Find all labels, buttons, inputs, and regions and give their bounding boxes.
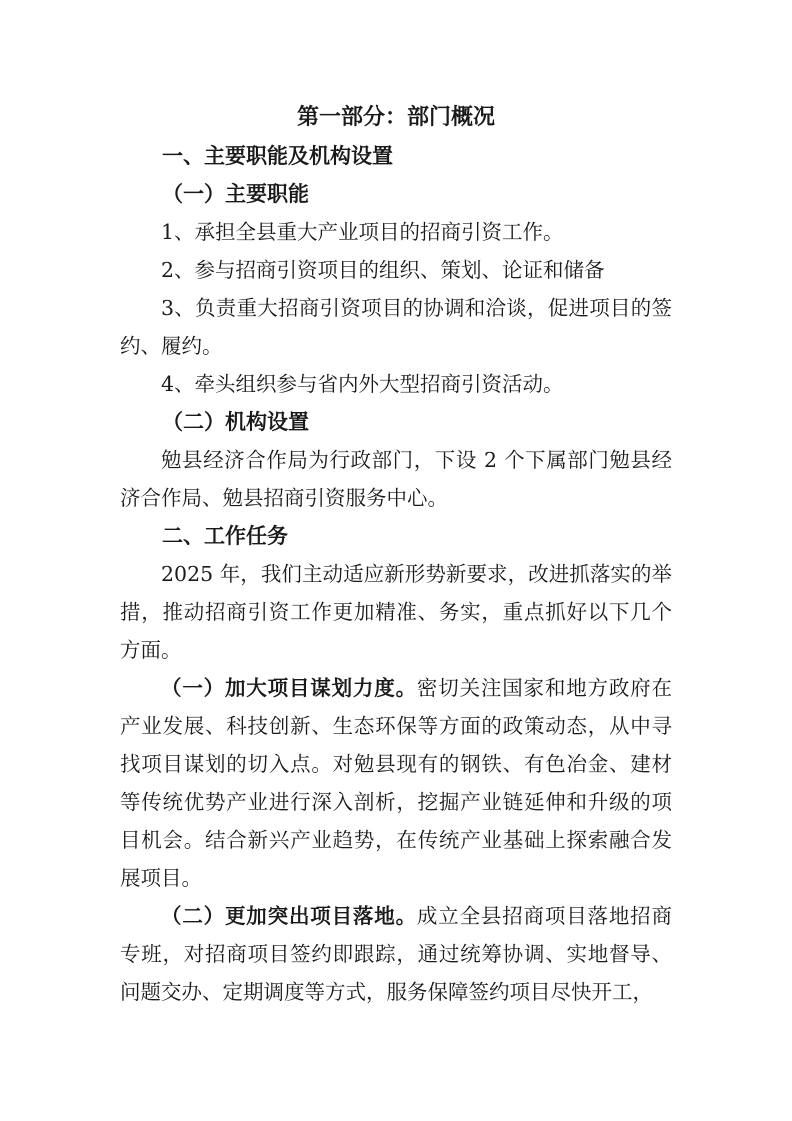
list-item-4: 4、牵头组织参与省内外大型招商引资活动。 xyxy=(161,372,564,396)
paragraph-project-landing-text: 成立全县招商项目落地招商专班，对招商项目签约即跟踪，通过统筹协调、实地督导、问题交办、定期调度等方式，服务保障签约项目尽快开工， xyxy=(120,904,673,1004)
heading-primary-functions: （一）主要职能 xyxy=(162,181,309,206)
document-title: 第一部分：部门概况 xyxy=(296,105,495,130)
list-item-2: 2、参与招商引资项目的组织、策划、论证和储备 xyxy=(161,258,605,282)
heading-main-functions-and-org: 一、主要职能及机构设置 xyxy=(162,144,393,168)
paragraph-project-planning-text: 密切关注国家和地方政府在产业发展、科技创新、生态环保等方面的政策动态，从中寻找项目谋划的切入点。对勉县现有的钢铁、有色冶金、建材等传统优势产业进行深入剖析，挖掘产业链延伸和升级的项目机会。结合新兴产业趋势，在传统产业基础上探索融合发展项目。 xyxy=(120,676,673,890)
paragraph-project-landing xyxy=(120,897,672,1011)
paragraph-org-setup: 勉县经济合作局为行政部门，下设 2 个下属部门勉县经济合作局、勉县招商引资服务中心。 xyxy=(120,448,672,510)
paragraph-project-planning-lead: （一）加大项目谋划力度。 xyxy=(161,676,417,700)
list-item-3: 3、负责重大招商引资项目的协调和洽谈，促进项目的签约、履约。 xyxy=(120,296,672,358)
heading-org-setup: （二）机构设置 xyxy=(162,409,309,434)
list-item-1: 1、承担全县重大产业项目的招商引资工作。 xyxy=(161,220,564,244)
paragraph-project-landing-lead: （二）更加突出项目落地。 xyxy=(161,904,417,928)
paragraph-tasks-intro: 2025 年，我们主动适应新形势新要求，改进抓落实的举措，推动招商引资工作更加精准、务实，重点抓好以下几个方面。 xyxy=(120,562,672,662)
paragraph-project-planning xyxy=(120,669,672,897)
heading-work-tasks: 二、工作任务 xyxy=(162,524,288,548)
